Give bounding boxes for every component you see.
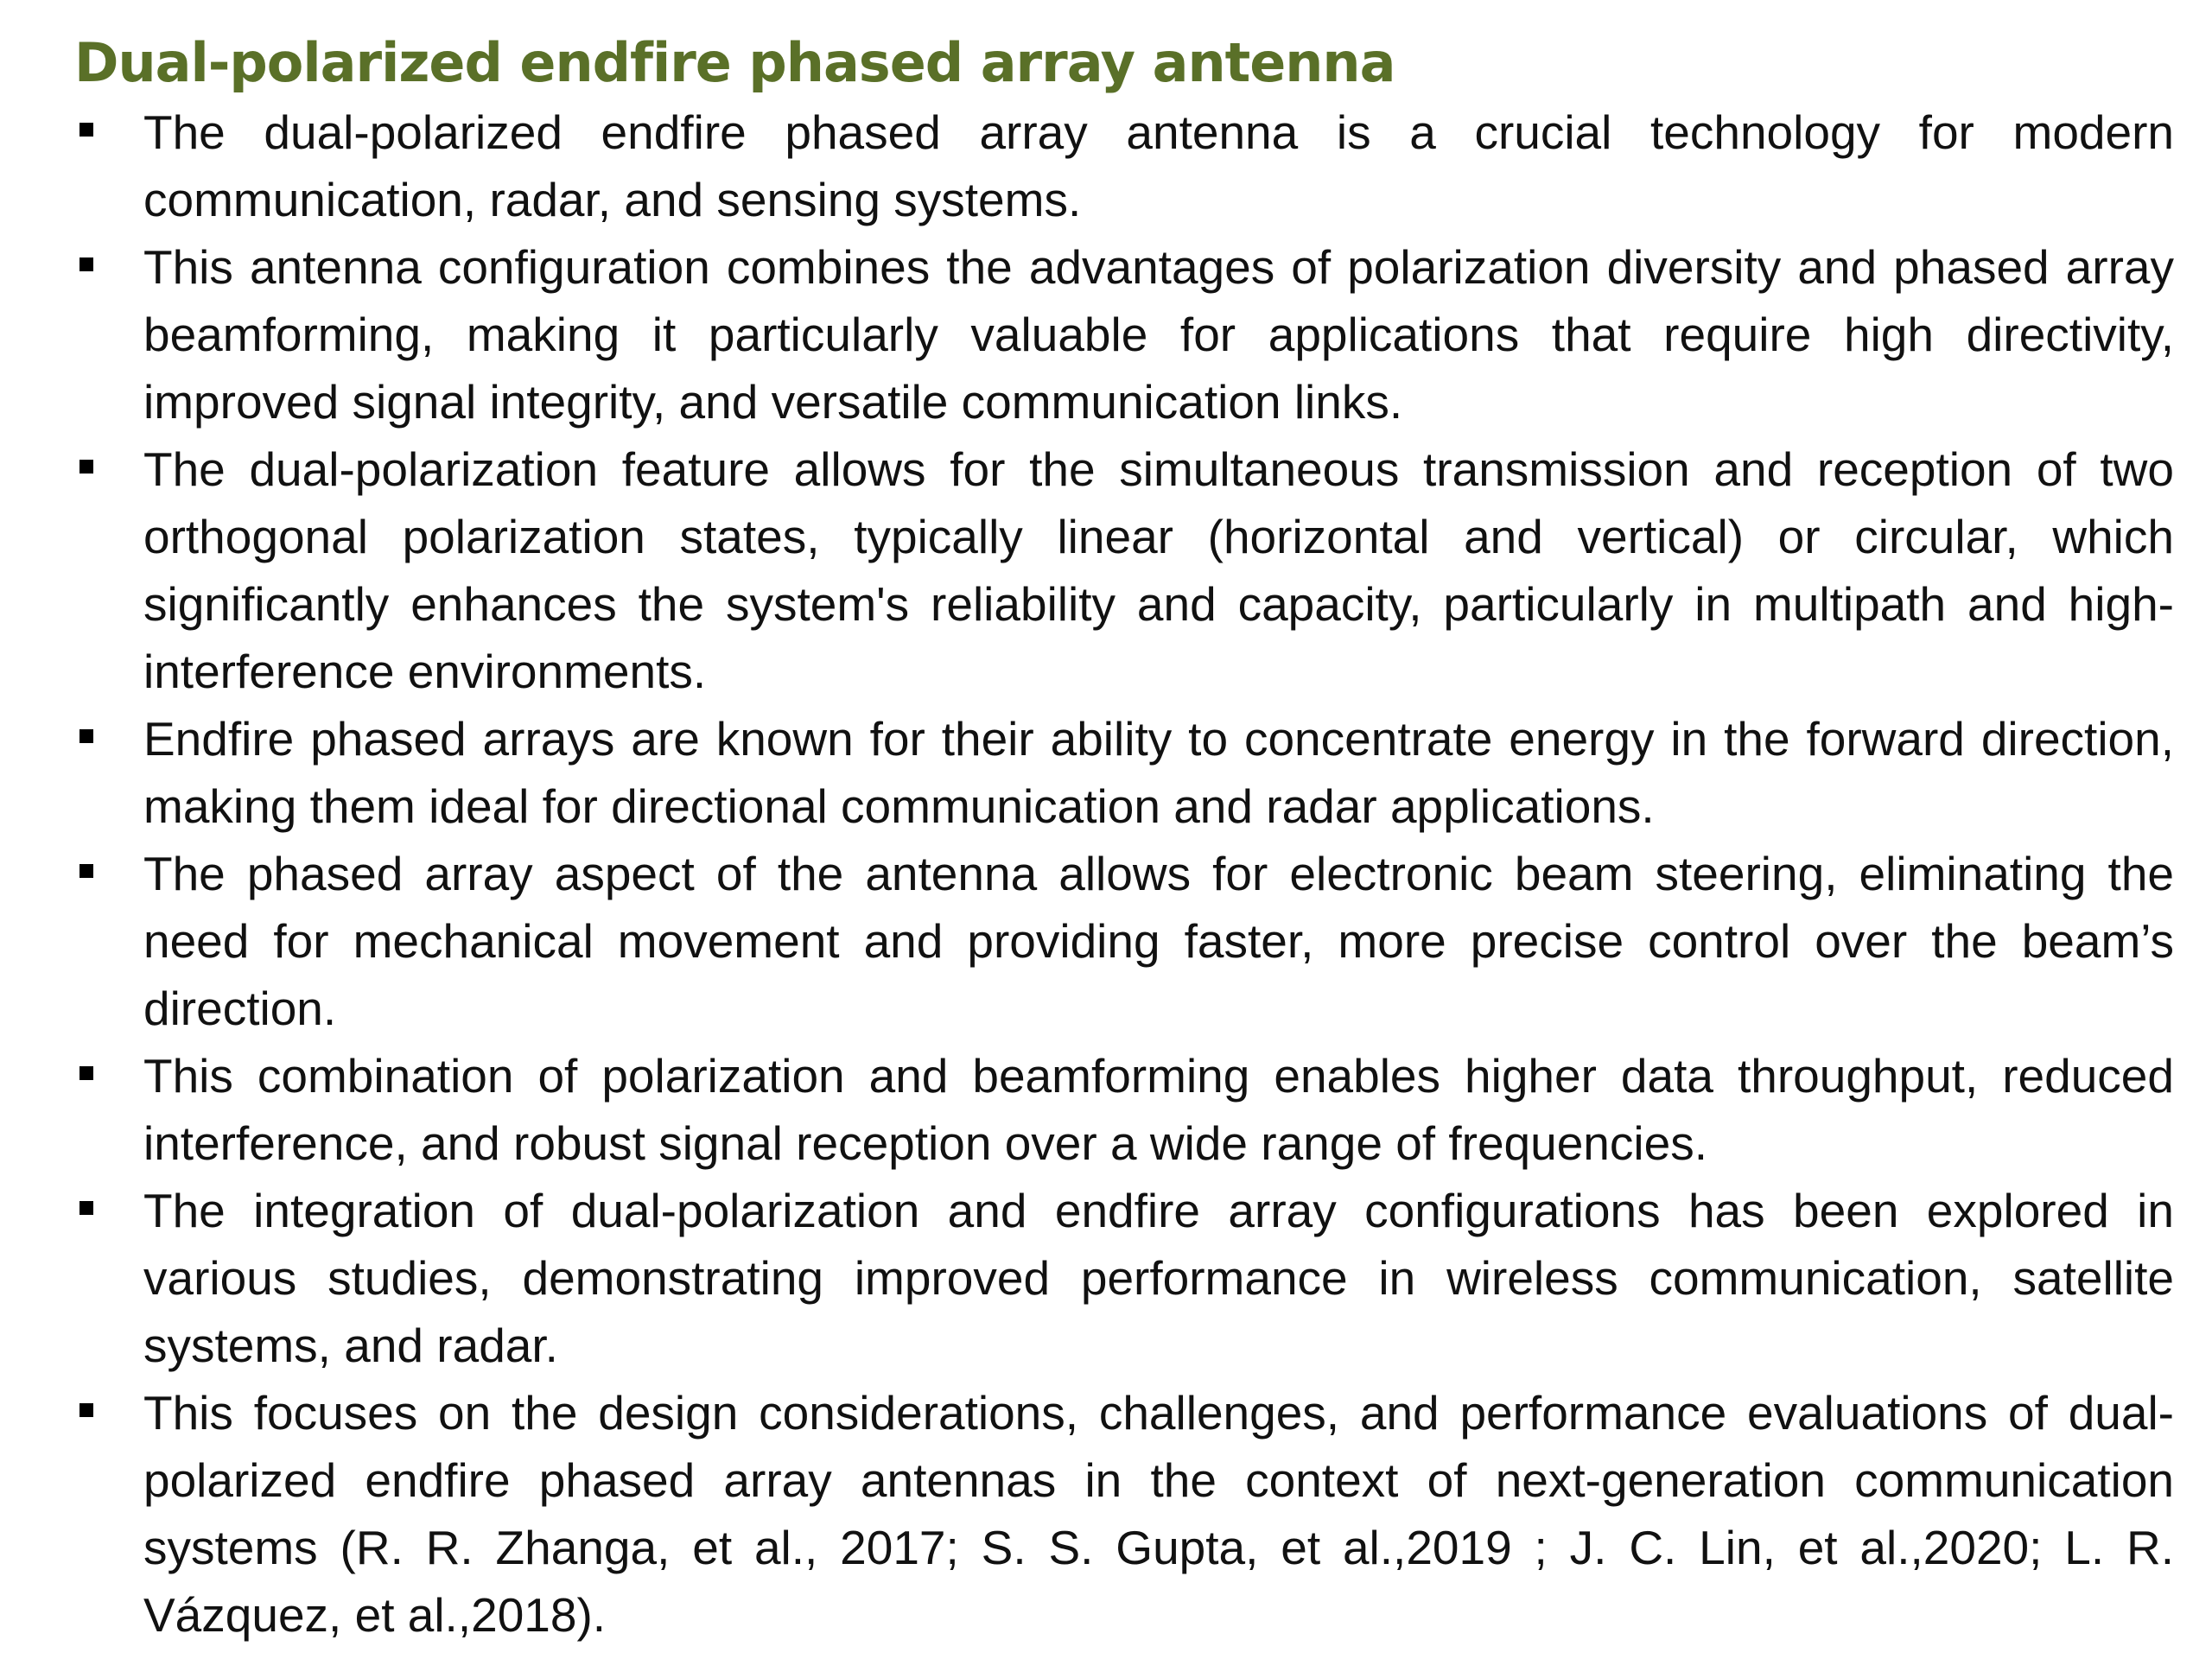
square-bullet-icon: [79, 729, 93, 743]
slide-title: Dual-polarized endfire phased array antenna: [74, 31, 1395, 94]
square-bullet-icon: [79, 1066, 93, 1080]
bullet-text: This antenna configuration combines the advantages of polarization diversity and phased array beamforming, making it particularly valuable for applications that require high directivity, improved signal integrity, and versatile communication links.: [143, 240, 2174, 429]
bullet-item: [74, 435, 2174, 705]
bullet-text: This focuses on the design considerations, challenges, and performance evaluations of dual-polarized endfire phased array antennas in the context of next-generation communication systems (R. R. Zhanga, et al., 2017; S. S. Gupta, et al.,2019 ; J. C. Lin, et al.,2020; L. R. Vázquez, et al.,2018).: [143, 1386, 2174, 1642]
bullet-item: [74, 1042, 2174, 1177]
bullet-item: [74, 840, 2174, 1042]
bullet-text: The phased array aspect of the antenna allows for electronic beam steering, eliminating the need for mechanical movement and providing faster, more precise control over the beam’s direction.: [143, 847, 2174, 1035]
bullet-item: [74, 1177, 2174, 1379]
bullet-text: The dual-polarized endfire phased array antenna is a crucial technology for modern communication, radar, and sensing systems.: [143, 105, 2174, 226]
bullet-text: Endfire phased arrays are known for their ability to concentrate energy in the forward direction, making them ideal for directional communication and radar applications.: [143, 712, 2174, 833]
square-bullet-icon: [79, 864, 93, 878]
bullet-text: This combination of polarization and beamforming enables higher data throughput, reduced interference, and robust signal reception over a wide range of frequencies.: [143, 1049, 2174, 1170]
bullet-text: The integration of dual-polarization and endfire array configurations has been explored in various studies, demonstrating improved performance in wireless communication, satellite systems, and radar.: [143, 1184, 2174, 1372]
bullet-item: [74, 99, 2174, 233]
square-bullet-icon: [79, 257, 93, 271]
bullet-item: [74, 705, 2174, 840]
square-bullet-icon: [79, 123, 93, 137]
square-bullet-icon: [79, 1403, 93, 1417]
bullet-item: [74, 233, 2174, 435]
square-bullet-icon: [79, 460, 93, 474]
square-bullet-icon: [79, 1201, 93, 1215]
bullet-list: [74, 99, 2174, 1649]
bullet-item: [74, 1379, 2174, 1649]
bullet-text: The dual-polarization feature allows for the simultaneous transmission and reception of two orthogonal polarization states, typically linear (horizontal and vertical) or circular, which significantly enhances the system's reliability and capacity, particularly in multipath and high-interference environments.: [143, 442, 2174, 698]
